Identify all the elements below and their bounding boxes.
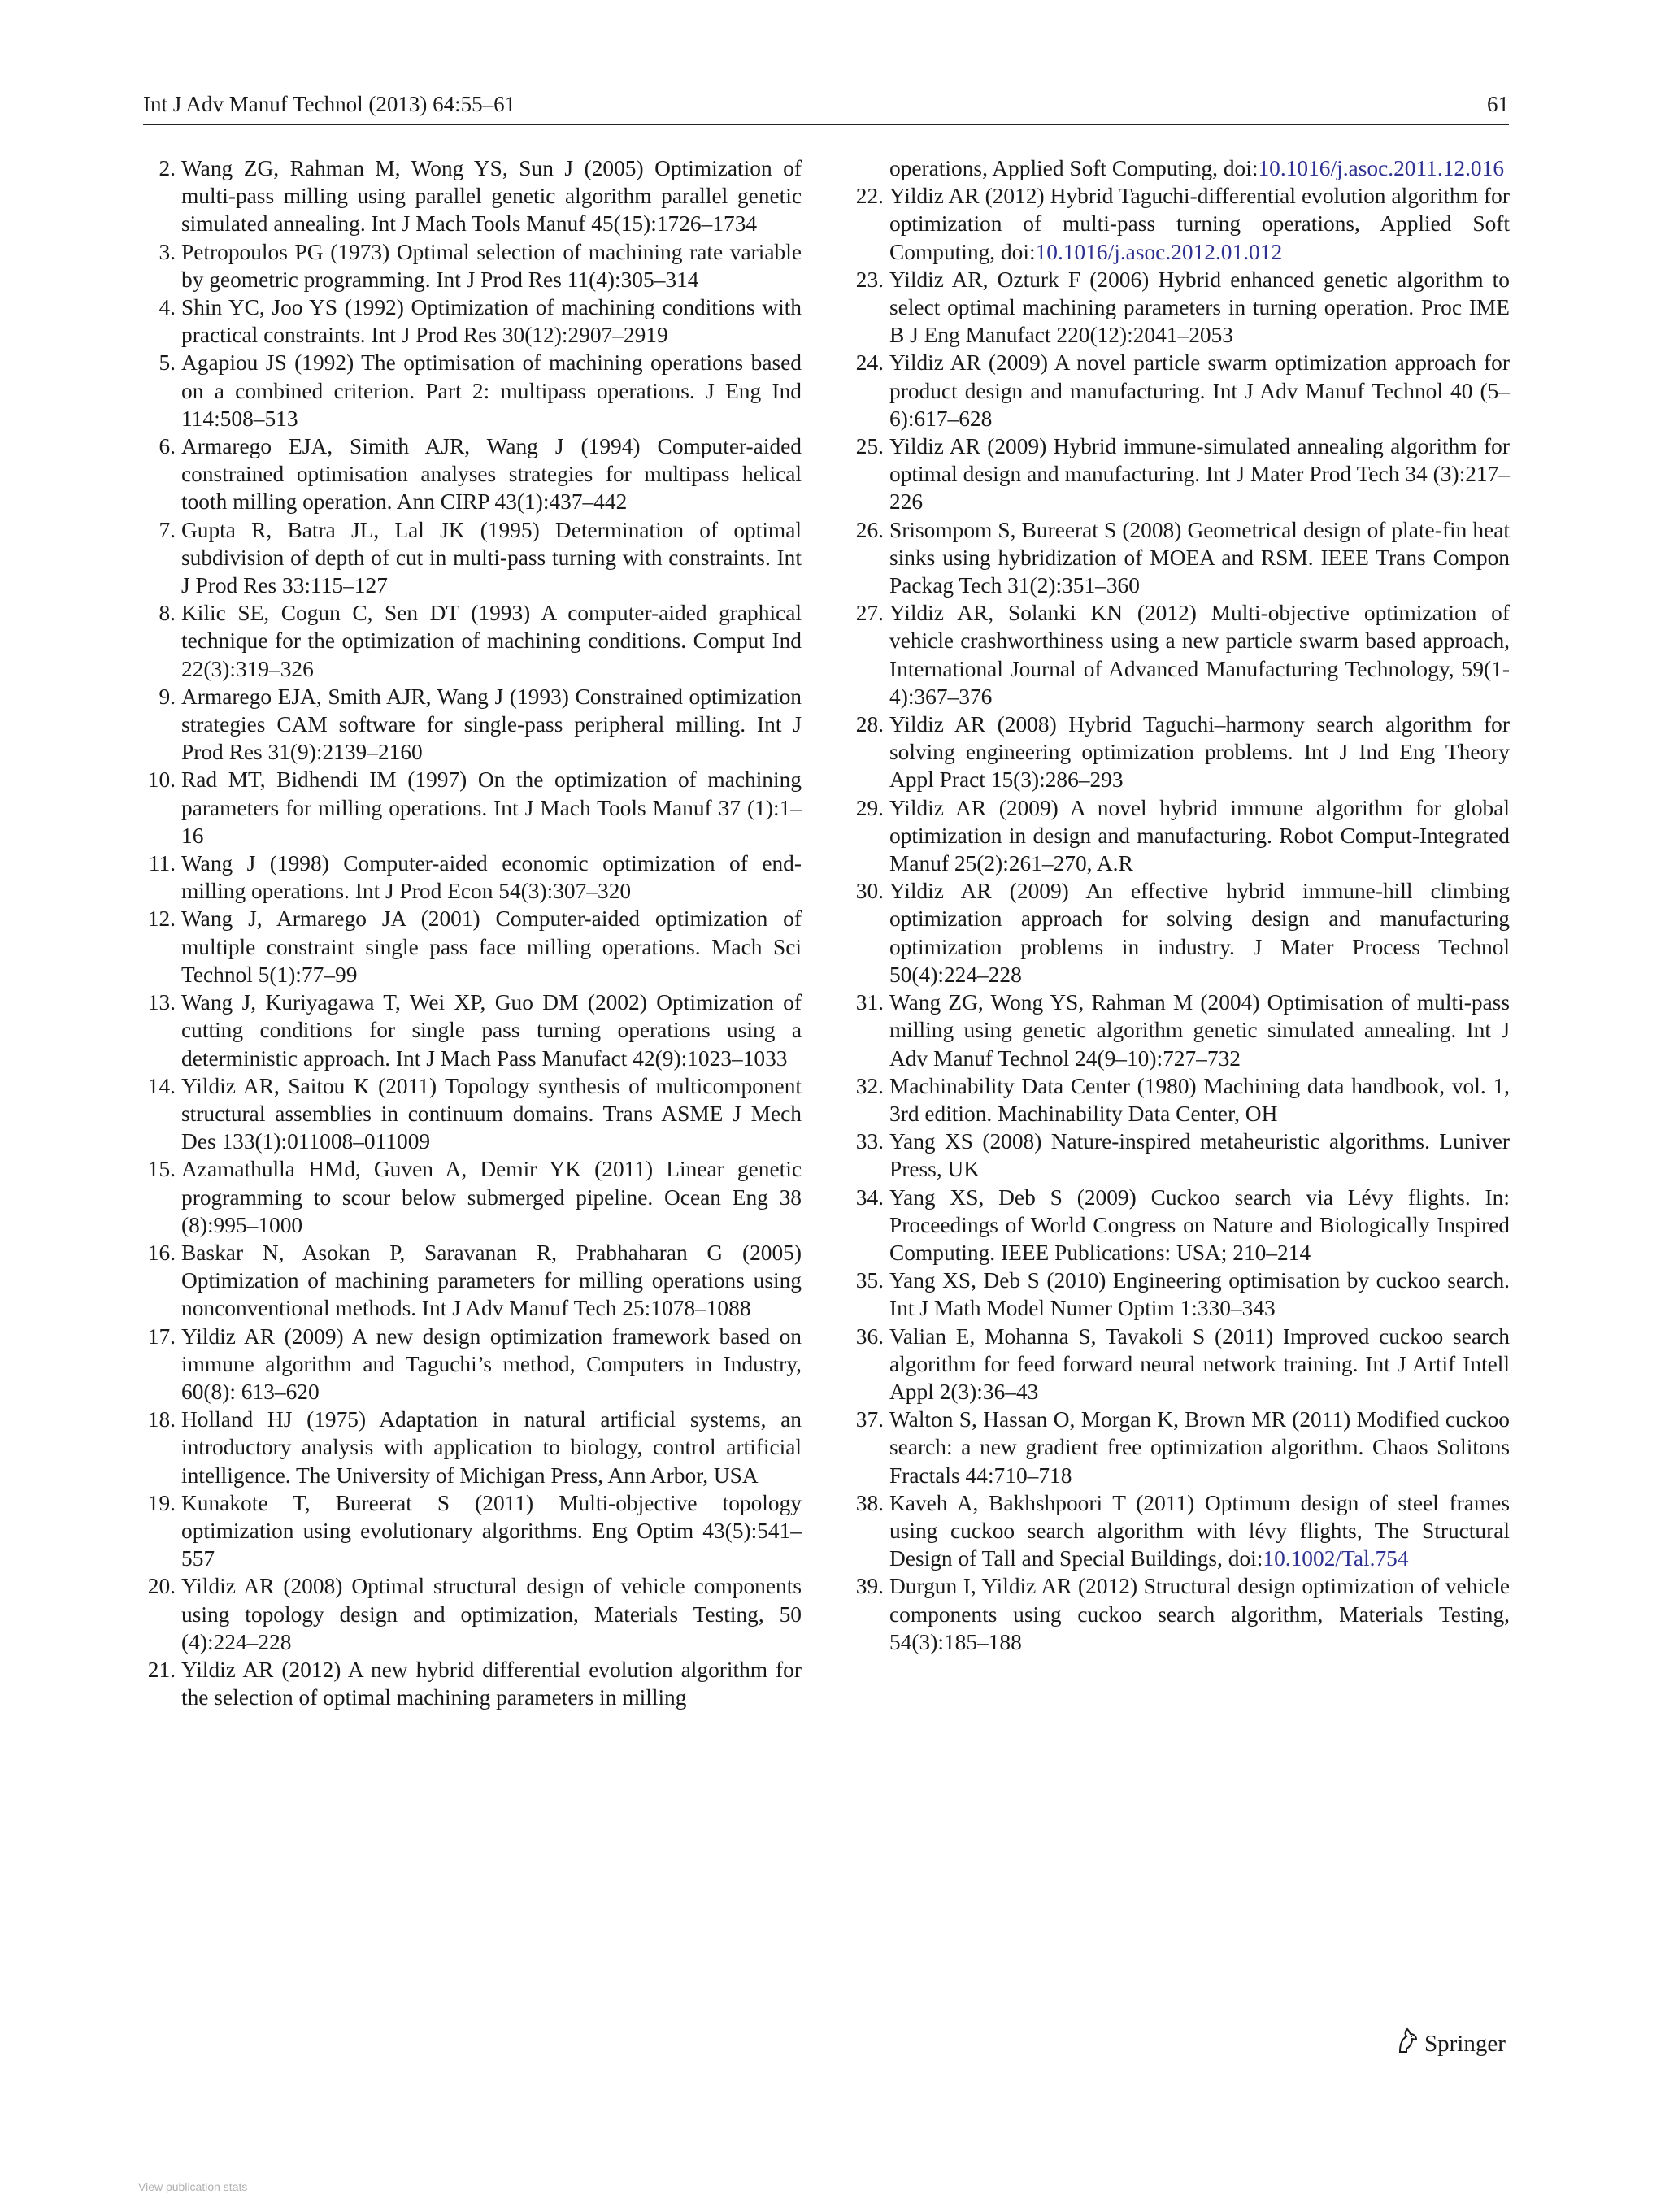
- reference-text: Yang XS, Deb S (2010) Engineering optimisation by cuckoo search. Int J Math Model Numer Optim 1:330–343: [889, 1268, 1510, 1321]
- reference-number: 34.: [855, 1184, 884, 1210]
- reference-text: Baskar N, Asokan P, Saravanan R, Prabhaharan G (2005) Optimization of machining parameters for milling operations using nonconventional methods. Int J Adv Manuf Tech 25:1078–1088: [181, 1240, 802, 1321]
- reference-number: 20.: [147, 1574, 176, 1599]
- reference-item: [143, 599, 802, 683]
- reference-item: [851, 266, 1510, 350]
- reference-number: 29.: [855, 795, 884, 820]
- reference-number: 18.: [147, 1407, 176, 1432]
- reference-number: 15.: [147, 1157, 176, 1182]
- reference-text: Kunakote T, Bureerat S (2011) Multi-objective topology optimization using evolutionary algorithms. Eng Optim 43(5):541–557: [181, 1490, 802, 1571]
- view-publication-stats-link[interactable]: View publication stats: [138, 2180, 248, 2193]
- springer-horse-icon: [1395, 2027, 1419, 2064]
- reference-text: Yildiz AR (2009) A novel hybrid immune algorithm for global optimization in design and manufacturing. Robot Comput-Integrated Manuf 25(2):261–270, A.R: [889, 795, 1510, 876]
- reference-text: Kaveh A, Bakhshpoori T (2011) Optimum design of steel frames using cuckoo search algorithm with lévy flights, The Structural Design of Tall and Special Buildings, doi:: [889, 1490, 1510, 1571]
- reference-text: Yildiz AR (2008) Hybrid Taguchi–harmony search algorithm for solving engineering optimization problems. Int J Ind Eng Theory Appl Pract 15(3):286–293: [889, 712, 1510, 793]
- reference-item: [143, 1572, 802, 1656]
- reference-text: Yildiz AR (2009) An effective hybrid immune-hill climbing optimization approach for solving design and manufacturing optimization problems in industry. J Mater Process Technol 50(4):224–228: [889, 879, 1510, 987]
- reference-number: 9.: [159, 684, 176, 709]
- reference-continuation: [851, 154, 1510, 182]
- reference-item: [143, 683, 802, 767]
- reference-number: 3.: [159, 239, 176, 264]
- reference-item: [851, 1489, 1510, 1573]
- reference-item: [851, 1184, 1510, 1267]
- reference-item: [143, 1239, 802, 1323]
- reference-number: 36.: [855, 1323, 884, 1349]
- reference-text: Machinability Data Center (1980) Machining data handbook, vol. 1, 3rd edition. Machinability Data Center, OH: [889, 1073, 1510, 1126]
- reference-text: Yang XS (2008) Nature-inspired metaheuristic algorithms. Luniver Press, UK: [889, 1129, 1510, 1182]
- reference-item: [851, 1323, 1510, 1406]
- reference-number: 11.: [148, 851, 176, 876]
- reference-item: [851, 1572, 1510, 1656]
- reference-text: Holland HJ (1975) Adaptation in natural artificial systems, an introductory analysis with application to biology, control artificial intelligence. The University of Michigan Press, Ann Arbor, USA: [181, 1407, 802, 1488]
- reference-number: 13.: [147, 990, 176, 1015]
- reference-item: [851, 711, 1510, 794]
- page-number: 61: [1487, 92, 1509, 116]
- reference-item: [143, 766, 802, 850]
- reference-item: [851, 1072, 1510, 1128]
- reference-number: 4.: [159, 295, 176, 320]
- reference-number: 30.: [855, 879, 884, 904]
- reference-item: [143, 1323, 802, 1406]
- reference-text: Gupta R, Batra JL, Lal JK (1995) Determination of optimal subdivision of depth of cut in multi-pass turning with constraints. Int J Prod Res 33:115–127: [181, 517, 802, 598]
- reference-item: [851, 1267, 1510, 1322]
- reference-text: Wang J, Armarego JA (2001) Computer-aided optimization of multiple constraint single pass face milling operations. Mach Sci Technol 5(1):77–99: [181, 906, 802, 987]
- reference-item: [851, 989, 1510, 1072]
- reference-item: [143, 850, 802, 905]
- reference-item: [851, 182, 1510, 266]
- reference-item: [851, 432, 1510, 516]
- springer-logo: [1395, 2026, 1506, 2062]
- reference-text: Wang ZG, Rahman M, Wong YS, Sun J (2005) Optimization of multi-pass milling using parallel genetic algorithm parallel genetic simulated annealing. Int J Mach Tools Manuf 45(15):1726–1734: [181, 156, 802, 237]
- running-header: [143, 88, 1509, 120]
- reference-number: 12.: [147, 906, 176, 932]
- reference-number: 6.: [159, 434, 176, 459]
- reference-number: 22.: [855, 184, 884, 209]
- reference-number: 25.: [855, 434, 884, 459]
- reference-text: Wang ZG, Wong YS, Rahman M (2004) Optimisation of multi-pass milling using genetic algorithm genetic simulated annealing. Int J Adv Manuf Technol 24(9–10):727–732: [889, 990, 1510, 1071]
- reference-text: Agapiou JS (1992) The optimisation of machining operations based on a combined criterion. Part 2: multipass operations. J Eng Ind 114:508–513: [181, 350, 802, 431]
- reference-text: Yildiz AR (2009) A new design optimization framework based on immune algorithm and Taguchi’s method, Computers in Industry, 60(8): 613–620: [181, 1323, 802, 1404]
- reference-text: Shin YC, Joo YS (1992) Optimization of machining conditions with practical constraints. Int J Prod Res 30(12):2907–2919: [181, 295, 802, 348]
- reference-number: 35.: [855, 1268, 884, 1293]
- reference-number: 24.: [855, 350, 884, 376]
- reference-text: operations, Applied Soft Computing, doi:: [889, 156, 1259, 180]
- reference-text: Yildiz AR (2012) Hybrid Taguchi-differential evolution algorithm for optimization of multi-pass turning operations, Applied Soft Computing, doi:: [889, 184, 1510, 264]
- reference-text: Yildiz AR (2009) Hybrid immune-simulated annealing algorithm for optimal design and manufacturing. Int J Mater Prod Tech 34 (3):217–226: [889, 434, 1510, 515]
- reference-item: [143, 238, 802, 293]
- reference-number: 39.: [855, 1574, 884, 1599]
- reference-number: 14.: [147, 1073, 176, 1098]
- reference-number: 10.: [147, 767, 176, 793]
- reference-number: 32.: [855, 1073, 884, 1098]
- reference-text: Kilic SE, Cogun C, Sen DT (1993) A computer-aided graphical technique for the optimization of machining conditions. Comput Ind 22(3):319–326: [181, 601, 802, 681]
- reference-text: Yildiz AR (2012) A new hybrid differential evolution algorithm for the selection of optimal machining parameters in milling: [181, 1657, 802, 1710]
- reference-text: Yildiz AR, Ozturk F (2006) Hybrid enhanced genetic algorithm to select optimal machining parameters in turning operation. Proc IME B J Eng Manufact 220(12):2041–2053: [889, 267, 1510, 348]
- reference-item: [143, 1406, 802, 1489]
- reference-item: [143, 154, 802, 238]
- reference-text: Armarego EJA, Simith AJR, Wang J (1994) Computer-aided constrained optimisation analyses strategies for multipass helical tooth milling operation. Ann CIRP 43(1):437–442: [181, 434, 802, 515]
- reference-number: 2.: [159, 156, 176, 180]
- reference-text: Yildiz AR, Solanki KN (2012) Multi-objective optimization of vehicle crashworthiness using a new particle swarm based approach, International Journal of Advanced Manufacturing Technology, 59(1-4):367–376: [889, 601, 1510, 709]
- reference-item: [851, 599, 1510, 711]
- reference-item: [851, 516, 1510, 600]
- reference-number: 37.: [855, 1407, 884, 1432]
- reference-text: Wang J, Kuriyagawa T, Wei XP, Guo DM (2002) Optimization of cutting conditions for single pass turning operations using a deterministic approach. Int J Mach Pass Manufact 42(9):1023–1033: [181, 990, 802, 1071]
- reference-number: 16.: [147, 1240, 176, 1265]
- reference-item: [851, 877, 1510, 989]
- doi-link[interactable]: 10.1016/j.asoc.2011.12.016: [1258, 156, 1505, 180]
- doi-link[interactable]: 10.1016/j.asoc.2012.01.012: [1035, 239, 1283, 264]
- reference-item: [143, 516, 802, 600]
- references-right-column: [851, 154, 1510, 1656]
- reference-text: Yildiz AR (2009) A novel particle swarm optimization approach for product design and manufacturing. Int J Adv Manuf Technol 40 (5–6):617–628: [889, 350, 1510, 431]
- reference-item: [851, 794, 1510, 878]
- reference-item: [143, 905, 802, 989]
- reference-number: 7.: [159, 517, 176, 542]
- reference-text: Yang XS, Deb S (2009) Cuckoo search via Lévy flights. In: Proceedings of World Congress on Nature and Biologically Inspired Computing. IEEE Publications: USA; 210–214: [889, 1184, 1510, 1265]
- reference-text: Valian E, Mohanna S, Tavakoli S (2011) Improved cuckoo search algorithm for feed forward neural network training. Int J Artif Intell Appl 2(3):36–43: [889, 1323, 1510, 1404]
- reference-text: Srisompom S, Bureerat S (2008) Geometrical design of plate-fin heat sinks using hybridization of MOEA and RSM. IEEE Trans Compon Packag Tech 31(2):351–360: [889, 517, 1510, 598]
- reference-text: Azamathulla HMd, Guven A, Demir YK (2011) Linear genetic programming to scour below submerged pipeline. Ocean Eng 38 (8):995–1000: [181, 1157, 802, 1237]
- reference-text: Yildiz AR (2008) Optimal structural design of vehicle components using topology design and optimization, Materials Testing, 50 (4):224–228: [181, 1574, 802, 1654]
- reference-number: 21.: [147, 1657, 176, 1682]
- reference-item: [851, 1128, 1510, 1183]
- reference-number: 27.: [855, 601, 884, 626]
- reference-number: 28.: [855, 712, 884, 737]
- publisher-name: Springer: [1424, 2031, 1506, 2057]
- reference-item: [143, 1489, 802, 1573]
- reference-text: Petropoulos PG (1973) Optimal selection of machining rate variable by geometric programming. Int J Prod Res 11(4):305–314: [181, 239, 802, 292]
- reference-number: 17.: [147, 1323, 176, 1349]
- reference-item: [143, 293, 802, 349]
- reference-item: [143, 989, 802, 1072]
- reference-item: [143, 1656, 802, 1711]
- reference-item: [143, 349, 802, 432]
- reference-number: 31.: [855, 990, 884, 1015]
- reference-text: Yildiz AR, Saitou K (2011) Topology synthesis of multicomponent structural assemblies in continuum domains. Trans ASME J Mech Des 133(1):011008–011009: [181, 1073, 802, 1154]
- reference-text: Walton S, Hassan O, Morgan K, Brown MR (2011) Modified cuckoo search: a new gradient free optimization algorithm. Chaos Solitons Fractals 44:710–718: [889, 1407, 1510, 1488]
- doi-link[interactable]: 10.1002/Tal.754: [1263, 1546, 1409, 1571]
- reference-number: 23.: [855, 267, 884, 292]
- reference-number: 8.: [159, 601, 176, 626]
- reference-number: 19.: [147, 1490, 176, 1515]
- reference-number: 38.: [855, 1490, 884, 1515]
- journal-citation: Int J Adv Manuf Technol (2013) 64:55–61: [143, 92, 516, 116]
- reference-item: [851, 1406, 1510, 1489]
- reference-number: 26.: [855, 517, 884, 542]
- reference-item: [143, 1072, 802, 1156]
- header-rule: [143, 124, 1509, 125]
- reference-item: [143, 432, 802, 516]
- reference-number: 5.: [159, 350, 176, 376]
- reference-item: [851, 349, 1510, 432]
- reference-text: Wang J (1998) Computer-aided economic optimization of end-milling operations. Int J Prod Econ 54(3):307–320: [181, 851, 802, 904]
- reference-number: 33.: [855, 1129, 884, 1154]
- reference-text: Armarego EJA, Smith AJR, Wang J (1993) Constrained optimization strategies CAM software for single-pass peripheral milling. Int J Prod Res 31(9):2139–2160: [181, 684, 802, 765]
- reference-item: [143, 1155, 802, 1239]
- reference-text: Durgun I, Yildiz AR (2012) Structural design optimization of vehicle components using cuckoo search algorithm, Materials Testing, 54(3):185–188: [889, 1574, 1510, 1654]
- reference-text: Rad MT, Bidhendi IM (1997) On the optimization of machining parameters for milling operations. Int J Mach Tools Manuf 37 (1):1–16: [181, 767, 802, 848]
- references-left-column: [143, 154, 802, 1711]
